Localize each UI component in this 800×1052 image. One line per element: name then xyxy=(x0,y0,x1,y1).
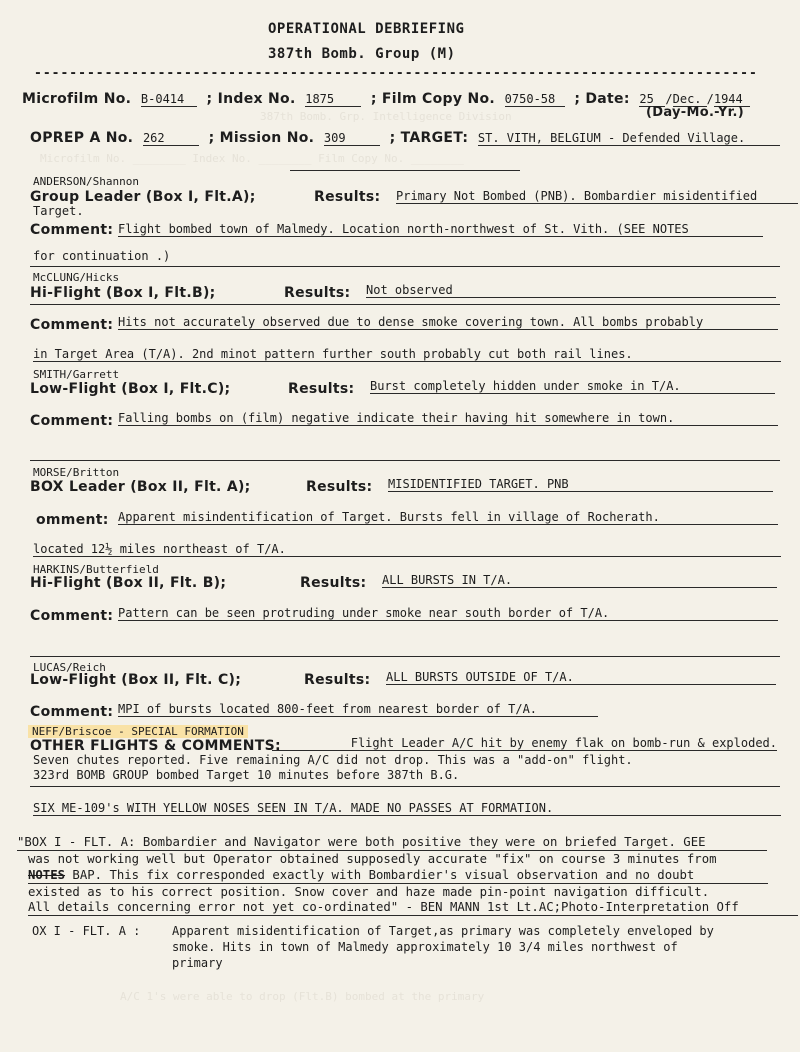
other-flights-line-4: SIX ME-109's WITH YELLOW NOSES SEEN IN T/A. MADE NO PASSES AT FORMATION. xyxy=(33,801,781,816)
group-name: 387th Bomb. Group (M) xyxy=(268,46,456,62)
group-leader-comment: Flight bombed town of Malmedy. Location north-northwest of St. Vith. (SEE NOTES xyxy=(118,222,763,237)
crew-name: LUCAS/Reich xyxy=(33,661,106,674)
microfilm-number: B-0414 xyxy=(141,92,197,107)
date-format-hint: (Day-Mo.-Yr.) xyxy=(646,105,745,120)
low-flight-2-comment: MPI of bursts located 800-feet from nearest border of T/A. xyxy=(118,702,598,717)
hi-flight-2-label: Hi-Flight (Box II, Flt. B); xyxy=(30,575,227,591)
blank-line xyxy=(30,304,780,305)
results-label: Results: xyxy=(314,189,381,205)
group-leader-label: Group Leader (Box I, Flt.A); xyxy=(30,189,256,205)
special-formation-crew: NEFF/Briscoe - SPECIAL FORMATION xyxy=(28,725,248,738)
box-note-line-1: Apparent misidentification of Target,as primary was completely enveloped by xyxy=(172,924,714,938)
notes-line-5: All details concerning error not yet co-ordinated" - BEN MANN 1st Lt.AC;Photo-Interpretation Off xyxy=(28,900,739,914)
notes-line-3-row xyxy=(28,868,694,882)
crew-name: McCLUNG/Hicks xyxy=(33,271,120,284)
notes-underline xyxy=(28,915,798,916)
comment-label: Comment: xyxy=(30,222,114,238)
comment-label: Comment: xyxy=(30,317,114,333)
other-flights-label: OTHER FLIGHTS & COMMENTS: xyxy=(30,738,281,754)
target-value: ST. VITH, BELGIUM - Defended Village. xyxy=(478,131,780,146)
low-flight-1-results: Burst completely hidden under smoke in T/A. xyxy=(370,379,775,394)
notes-line-3: BAP. This fix corresponded exactly with Bombardier's visual observation and no doubt xyxy=(65,868,695,882)
low-flight-2-results: ALL BURSTS OUTSIDE OF T/A. xyxy=(386,670,776,685)
blank-line xyxy=(30,786,780,787)
results-label: Results: xyxy=(284,285,351,301)
low-flight-1-comment: Falling bombs on (film) negative indicate their having hit somewhere in town. xyxy=(118,411,778,426)
other-flights-line-1: Flight Leader A/C hit by enemy flak on bomb-run & exploded. xyxy=(272,736,777,751)
notes-underline xyxy=(17,850,767,851)
crew-name: SMITH/Garrett xyxy=(33,368,120,381)
hi-flight-2-comment: Pattern can be seen protruding under smoke near south border of T/A. xyxy=(118,606,778,621)
results-label: Results: xyxy=(306,479,373,495)
group-leader-results: Primary Not Bombed (PNB). Bombardier misidentified xyxy=(396,189,798,204)
crew-name: ANDERSON/Shannon xyxy=(33,175,139,188)
notes-line-2: was not working well but Operator obtained supposedly accurate "fix" on course 3 minutes from xyxy=(28,852,717,866)
notes-underline xyxy=(28,883,768,884)
box-leader-comment: Apparent misindentification of Target. Bursts fell in village of Rocherath. xyxy=(118,510,778,525)
comment-label: Comment: xyxy=(30,704,114,720)
hi-flight-1-comment: Hits not accurately observed due to dense smoke covering town. All bombs probably xyxy=(118,315,778,330)
group-leader-results-cont: Target. xyxy=(33,204,84,218)
comment-label: Comment: xyxy=(30,413,114,429)
oprep-row xyxy=(30,127,780,146)
other-flights-line-3: 323rd BOMB GROUP bombed Target 10 minutes before 387th B.G. xyxy=(33,768,460,782)
box-note-label: OX I - FLT. A : xyxy=(32,924,141,938)
date-month: Dec. xyxy=(673,92,707,107)
results-label: Results: xyxy=(304,672,371,688)
date-label: ; Date: xyxy=(574,91,630,107)
notes-marker: NOTES xyxy=(28,868,66,882)
hi-flight-2-results: ALL BURSTS IN T/A. xyxy=(382,573,777,588)
blank-line xyxy=(30,266,780,267)
comment-label-truncated: omment: xyxy=(36,512,109,528)
box-leader-results: MISIDENTIFIED TARGET. PNB xyxy=(388,477,773,492)
mission-number: 309 xyxy=(324,131,380,146)
id-row: Microfilm No. B-0414 ; Index No. 1875 ; Film Copy No. 0750-58 ; Date: 25 /Dec. /1944 xyxy=(22,88,750,107)
mission-label: ; Mission No. xyxy=(208,130,315,146)
box-leader-comment-cont: located 12½ miles northeast of T/A. xyxy=(33,542,781,557)
comment-label: Comment: xyxy=(30,608,114,624)
header-divider: ---------------------------------------------------------------------------------- xyxy=(34,66,758,81)
box-leader-label: BOX Leader (Box II, Flt. A); xyxy=(30,479,251,495)
index-label: ; Index No. xyxy=(206,91,296,107)
notes-line-4: existed as to his correct position. Snow cover and haze made pin-point navigation difficult. xyxy=(28,885,710,899)
target-label: ; TARGET: xyxy=(389,130,469,146)
film-copy-number: 0750-58 xyxy=(505,92,565,107)
results-label: Results: xyxy=(300,575,367,591)
other-flights-line-2: Seven chutes reported. Five remaining A/C did not drop. This was a "add-on" flight. xyxy=(33,753,633,767)
hi-flight-1-comment-cont: in Target Area (T/A). 2nd minot pattern further south probably cut both rail lines. xyxy=(33,347,781,362)
crew-name: HARKINS/Butterfield xyxy=(33,563,159,576)
index-number: 1875 xyxy=(305,92,361,107)
hi-flight-1-results: Not observed xyxy=(366,283,776,298)
document-title: OPERATIONAL DEBRIEFING xyxy=(268,21,465,37)
hi-flight-1-label: Hi-Flight (Box I, Flt.B); xyxy=(30,285,216,301)
blank-line xyxy=(30,460,780,461)
box-note-line-2: smoke. Hits in town of Malmedy approximately 10 3/4 miles northwest of xyxy=(172,940,678,954)
notes-line-1: "BOX I - FLT. A: Bombardier and Navigator were both positive they were on briefed Target. GEE xyxy=(17,835,706,849)
low-flight-1-label: Low-Flight (Box I, Flt.C); xyxy=(30,381,231,397)
group-leader-comment-cont: for continuation .) xyxy=(33,249,171,263)
blank-line xyxy=(30,656,780,657)
oprep-number: 262 xyxy=(143,131,199,146)
film-copy-label: ; Film Copy No. xyxy=(370,91,496,107)
date-day: 25 xyxy=(639,92,665,107)
date-year: 1944 xyxy=(714,92,750,107)
box-note-line-3: primary xyxy=(172,956,223,970)
oprep-label: OPREP A No. xyxy=(30,130,134,146)
microfilm-label: Microfilm No. xyxy=(22,91,132,107)
low-flight-2-label: Low-Flight (Box II, Flt. C); xyxy=(30,672,242,688)
section-divider xyxy=(290,170,520,171)
results-label: Results: xyxy=(288,381,355,397)
crew-name: MORSE/Britton xyxy=(33,466,120,479)
